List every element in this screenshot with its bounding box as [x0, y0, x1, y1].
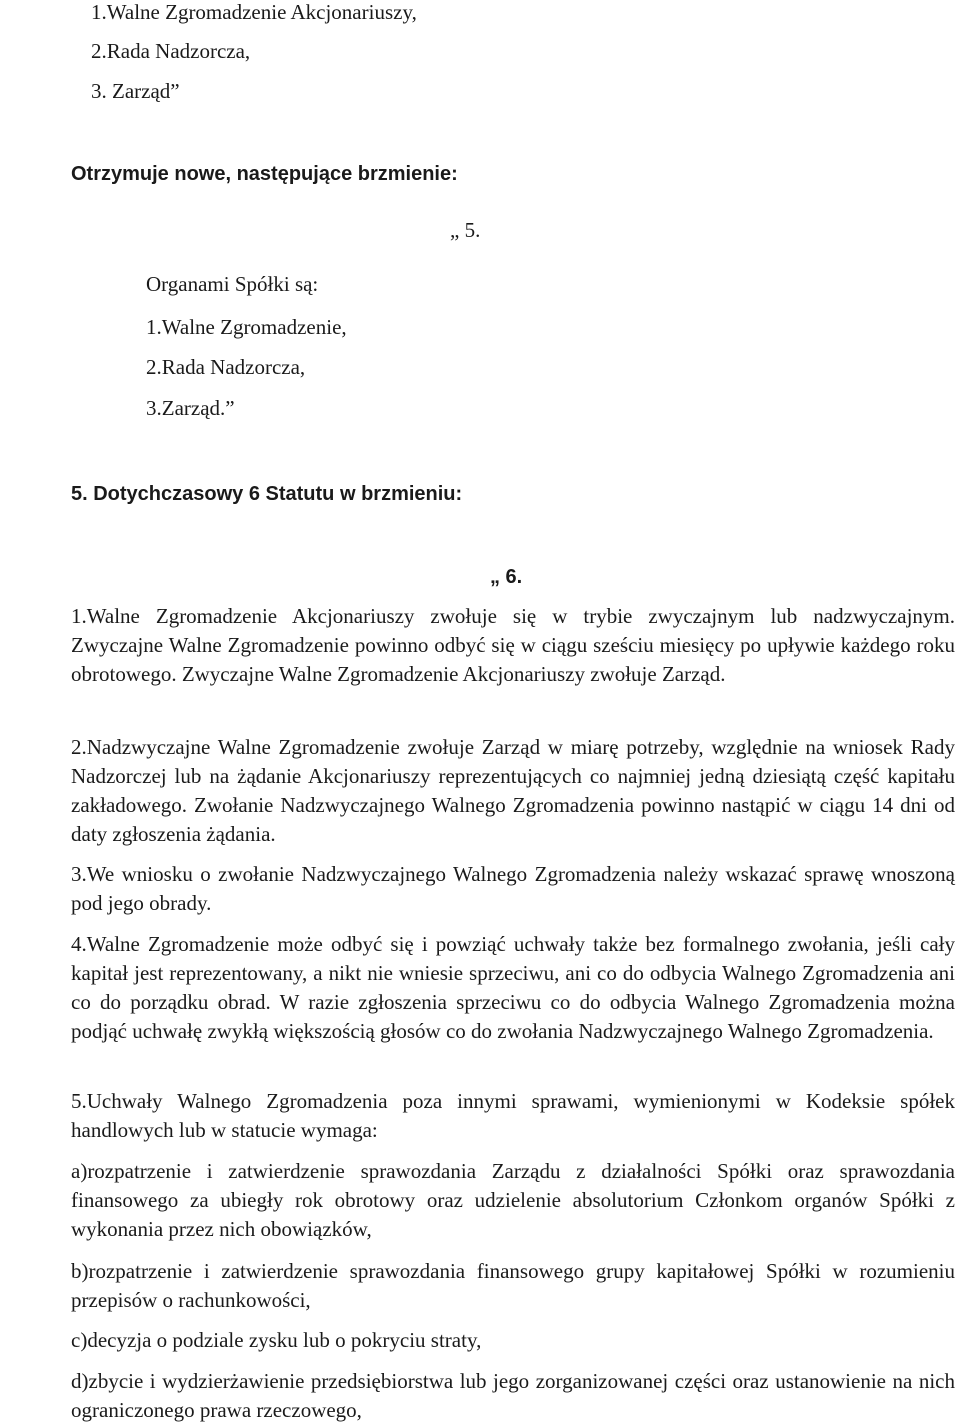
section-6-paragraph-3: 3.We wniosku o zwołanie Nadzwyczajnego Walnego Zgromadzenia należy wskazać sprawę wnoszoną pod jego obrady. [71, 862, 955, 915]
section-6-item-c: c)decyzja o podziale zysku lub o pokryciu straty, [71, 1328, 482, 1352]
section-6-paragraph-1: 1.Walne Zgromadzenie Akcjonariuszy zwołuje się w trybie zwyczajnym lub nadzwyczajnym. Zwyczajne Walne Zgromadzenie powinno odbyć się w ciągu sześciu miesięcy po upływie każdego roku obrotowego. Zwyczajne Walne Zgromadzenie Akcjonariuszy zwołuje Zarząd. [71, 604, 955, 686]
section-5-item-1: 1.Walne Zgromadzenie, [146, 315, 347, 339]
section-6-item-b: b)rozpatrzenie i zatwierdzenie sprawozdania finansowego grupy kapitałowej Spółki w rozumieniu przepisów o rachunkowości, [71, 1259, 955, 1312]
prior-list-item-2: 2.Rada Nadzorcza, [91, 39, 251, 63]
prior-list-item-1: 1.Walne Zgromadzenie Akcjonariuszy, [91, 0, 417, 24]
section-6-paragraph-2: 2.Nadzwyczajne Walne Zgromadzenie zwołuje Zarząd w miarę potrzeby, względnie na wniosek Rady Nadzorczej lub na żądanie Akcjonariuszy reprezentujących co najmniej jedną dziesiątą część kapitału zakładowego. Zwołanie Nadzwyczajnego Walnego Zgromadzenia powinno nastąpić w ciągu 14 dni od daty zgłoszenia żądania. [71, 735, 955, 846]
section-5-heading: „ 5. [450, 218, 481, 242]
section-6-heading: „ 6. [490, 566, 523, 588]
point-5-heading: 5. Dotychczasowy 6 Statutu w brzmieniu: [71, 483, 463, 505]
section-5-item-2: 2.Rada Nadzorcza, [146, 355, 306, 379]
prior-list-item-3: 3. Zarząd” [91, 79, 180, 103]
section-6-item-d: d)zbycie i wydzierżawienie przedsiębiorstwa lub jego zorganizowanej części oraz ustanowienie na nich ograniczonego prawa rzeczowego, [71, 1369, 955, 1422]
section-6-paragraph-4: 4.Walne Zgromadzenie może odbyć się i powziąć uchwały także bez formalnego zwołania, jeśli cały kapitał jest reprezentowany, a nikt nie wniesie sprzeciwu, ani co do odbycia Walnego Zgromadzenia ani co do porządku obrad. W razie zgłoszenia sprzeciwu co do odbycia Walnego Zgromadzenia można podjąć uchwałę zwykłą większością głosów co do zwołania Nadzwyczajnego Walnego Zgromadzenia. [71, 932, 955, 1043]
new-wording-heading: Otrzymuje nowe, następujące brzmienie: [71, 163, 458, 185]
section-6-item-a: a)rozpatrzenie i zatwierdzenie sprawozdania Zarządu z działalności Spółki oraz sprawozdania finansowego za ubiegły rok obrotowy oraz udzielenie absolutorium Członkom organów Spółki z wykonania przez nich obowiązków, [71, 1159, 955, 1241]
section-6-paragraph-5: 5.Uchwały Walnego Zgromadzenia poza innymi sprawami, wymienionymi w Kodeksie spółek handlowych lub w statucie wymaga: [71, 1089, 955, 1142]
section-5-intro: Organami Spółki są: [146, 272, 319, 296]
section-5-item-3: 3.Zarząd.” [146, 396, 235, 420]
